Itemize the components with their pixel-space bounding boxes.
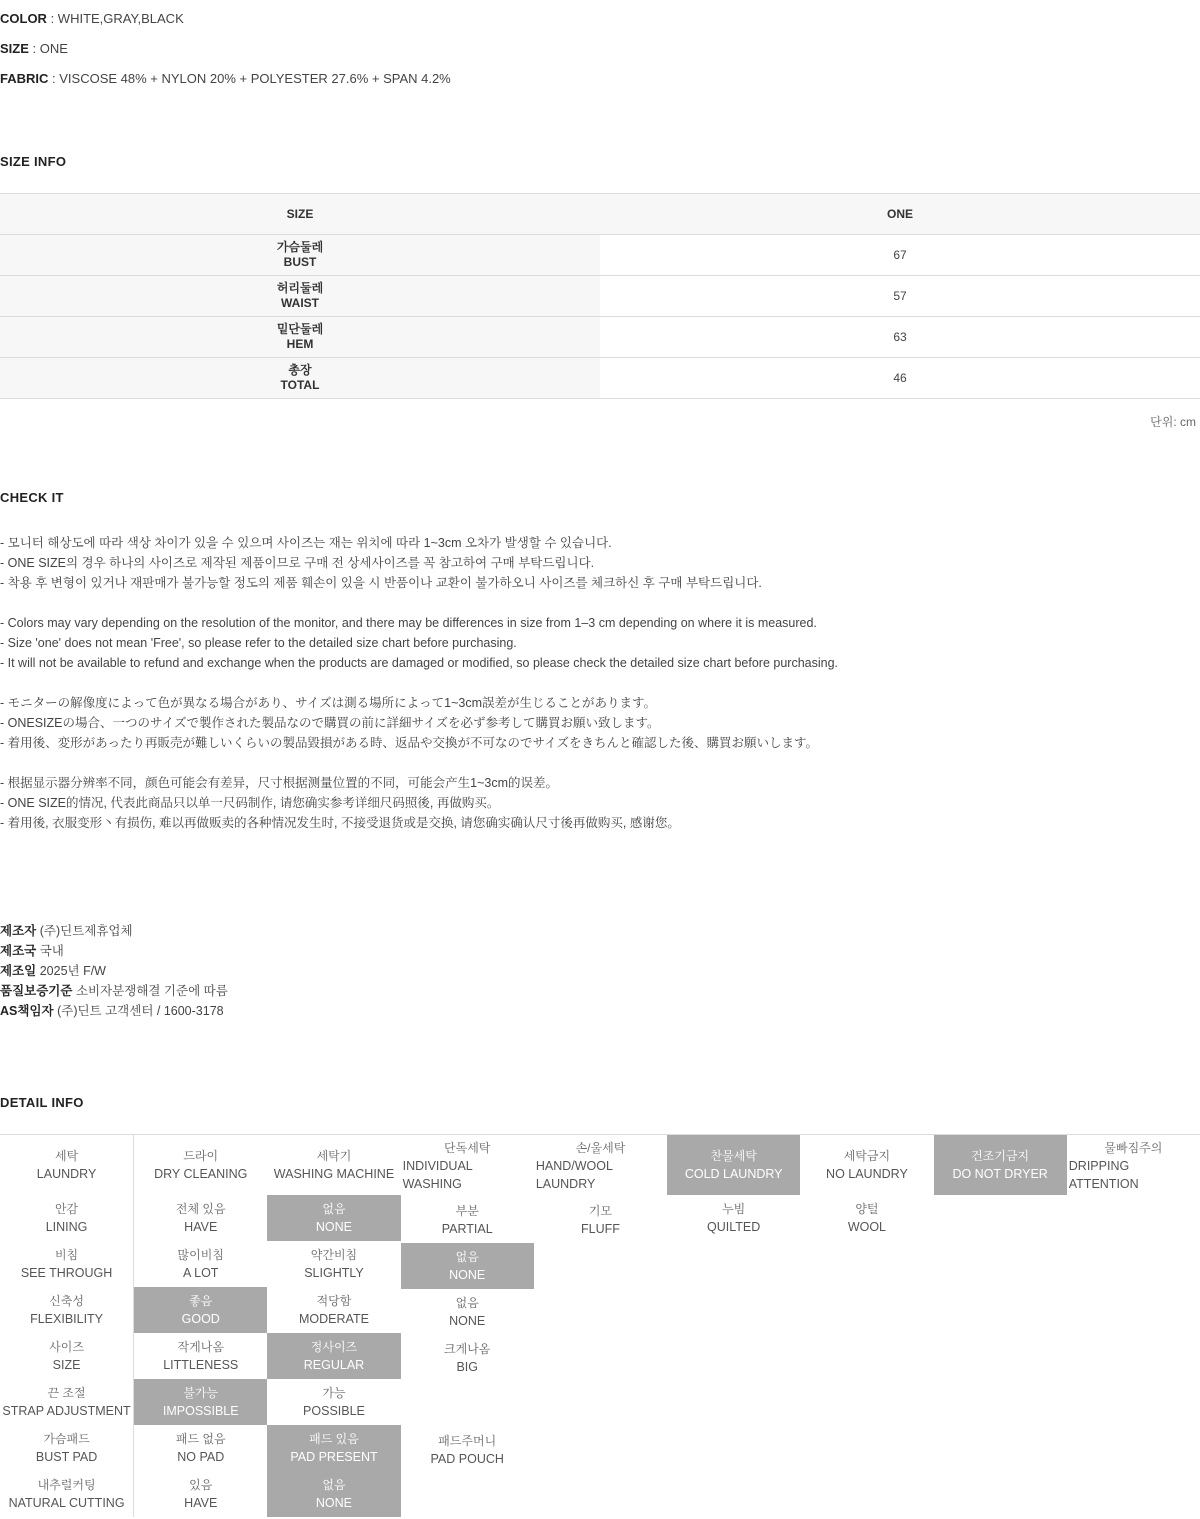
detail-option[interactable] [401,1197,534,1243]
detail-header-kr: 세탁 [54,1149,79,1163]
size-info-title: SIZE INFO [0,154,67,169]
detail-option-empty [1067,1289,1200,1335]
detail-header-kr: 드라이 [183,1149,219,1163]
maker-value: (주)딘트제휴업체 [39,924,133,938]
table-row [0,276,1200,317]
detail-option-column-6 [800,1135,933,1517]
detail-option-empty [534,1243,667,1289]
maker-label: 제조일 [0,964,37,978]
detail-option-kr: 기모 [588,1204,613,1218]
detail-option-empty [401,1473,534,1519]
detail-option-empty [934,1195,1067,1241]
detail-option-kr: 많이비침 [177,1248,224,1262]
detail-option-kr: 전체 있음 [175,1202,226,1216]
detail-row-label-size [0,1333,134,1379]
detail-header-cold-laundry[interactable] [667,1135,800,1195]
size-row-label-kr: 허리둘레 [276,281,324,295]
detail-row-label-kr: 사이즈 [49,1340,84,1354]
detail-option-kr: 패드 없음 [175,1432,226,1446]
detail-option-empty [800,1379,933,1425]
detail-option-en: HAVE [184,1220,218,1234]
detail-header-dripping-attention [1067,1135,1200,1197]
check-it-notes [0,533,1200,833]
spacer [0,505,1200,533]
detail-option-kr: 없음 [322,1478,346,1492]
detail-option-empty [667,1241,800,1287]
detail-option-empty [934,1333,1067,1379]
size-row-value-bust: 67 [600,235,1200,276]
detail-option-en: MODERATE [299,1312,369,1326]
detail-option-column-5 [667,1135,800,1517]
maker-label: AS책임자 [0,1004,54,1018]
detail-option-column-7 [934,1135,1067,1517]
size-row-value-total: 46 [600,358,1200,399]
detail-row-label-en: FLEXIBILITY [30,1312,104,1326]
detail-header-en: WASHING MACHINE [273,1167,395,1181]
detail-option-kr: 누빔 [722,1202,746,1216]
detail-row-label-kr: 신축성 [49,1294,84,1308]
detail-option-empty [800,1287,933,1333]
detail-option-kr: 작게나옴 [177,1340,224,1354]
note-blank [0,753,1200,773]
detail-header-laundry [0,1135,134,1195]
note-line: - ONE SIZE的情况, 代表此商品只以单一尺码制作, 请您确实参考详细尺码照後, 再做购买。 [0,796,500,810]
detail-option-en: PAD PRESENT [290,1450,378,1464]
spacer [0,94,1200,154]
detail-label-column [0,1135,134,1517]
detail-info-grid [0,1134,1200,1519]
detail-option-empty [1067,1427,1200,1473]
maker-row [0,921,1200,941]
detail-header-washing-machine [267,1135,400,1195]
size-row-label-en: TOTAL [280,378,320,392]
detail-option-empty [934,1425,1067,1471]
note-line: - モニターの解像度によって色が異なる場合があり、サイズは測る場所によって1~3cm誤差が生じることがあります。 [0,696,657,710]
detail-option-empty [667,1379,800,1425]
detail-header-kr: 손/울세탁 [575,1141,626,1155]
maker-row [0,1001,1200,1021]
detail-header-en: HAND/WOOL LAUNDRY [535,1159,613,1191]
detail-option-kr: 패드주머니 [438,1434,497,1448]
size-row-label-kr: 총장 [288,363,312,377]
detail-option-en: QUILTED [707,1220,761,1234]
detail-option-column-1 [134,1135,267,1517]
detail-option-empty [800,1241,933,1287]
detail-option-en: PARTIAL [441,1222,493,1236]
detail-header-kr: 세탁금지 [843,1149,891,1163]
detail-option-column-2 [267,1135,400,1517]
detail-option-en: IMPOSSIBLE [162,1404,239,1418]
size-table [0,193,1200,399]
detail-row-label-en: SEE THROUGH [20,1266,113,1280]
detail-option[interactable] [134,1333,267,1379]
maker-value: 소비자분쟁해결 기준에 따름 [75,984,228,998]
detail-option[interactable] [401,1335,534,1381]
detail-option-en: WOOL [847,1220,887,1234]
detail-row-label-natural-cutting [0,1471,134,1517]
detail-option-empty [534,1473,667,1519]
detail-option-en: HAVE [184,1496,218,1510]
note-line: - 根据显示器分辨率不同，颜色可能会有差异，尺寸根据测量位置的不同，可能会产生1~3cm的误差。 [0,776,559,790]
detail-option[interactable] [401,1427,534,1473]
detail-header-kr: 세탁기 [316,1149,352,1163]
detail-row-label-en: STRAP ADJUSTMENT [2,1404,131,1418]
detail-option-empty [667,1425,800,1471]
detail-option[interactable] [134,1425,267,1471]
spec-line-size [0,34,1200,64]
detail-option-empty [401,1381,534,1427]
detail-row-label-en: LINING [45,1220,88,1234]
spacer [0,430,1200,490]
detail-option[interactable] [134,1241,267,1287]
size-row-label-kr: 밑단둘레 [276,322,324,336]
size-row-label-en: WAIST [281,296,319,310]
table-row [0,194,1200,235]
detail-option[interactable] [134,1195,267,1241]
table-row [0,317,1200,358]
detail-option-en: LITTLENESS [163,1358,239,1372]
detail-option-selected[interactable] [267,1195,400,1241]
detail-option-en: NONE [315,1496,353,1510]
detail-option-en: NONE [315,1220,353,1234]
note-line: - Size 'one' does not mean 'Free', so please refer to the detailed size chart before purchasing. [0,636,517,650]
detail-option-en: FLUFF [581,1222,620,1236]
detail-option-kr: 약간비침 [310,1248,358,1262]
maker-row [0,941,1200,961]
detail-option-empty [534,1427,667,1473]
spec-key-size: SIZE [0,41,29,56]
detail-option-selected[interactable] [134,1287,267,1333]
size-row-label-hem [0,317,600,358]
spec-value-size: : ONE [32,41,68,56]
detail-option-kr: 좋음 [189,1294,213,1308]
size-table-header-one: ONE [600,194,1200,235]
detail-info-title: DETAIL INFO [0,1095,84,1110]
note-line: - ONESIZEの場合、一つのサイズで製作された製品なので購買の前に詳細サイズを必ず参考して購買お願い致します。 [0,716,660,730]
detail-option-empty [667,1287,800,1333]
detail-option-en: GOOD [181,1312,220,1326]
detail-option-kr: 있음 [189,1478,213,1492]
maker-value: 2025년 F/W [39,964,106,978]
spacer [0,833,1200,893]
detail-option-empty [934,1241,1067,1287]
size-row-value-waist: 57 [600,276,1200,317]
note-line: - 着用後、変形があったり再販売が難しいくらいの製品毀損がある時、返品や交換が不可なのでサイズをきちんと確認した後、購買お願いします。 [0,736,819,750]
size-row-label-waist [0,276,600,317]
detail-option-selected[interactable] [134,1379,267,1425]
detail-option-kr: 크게나옴 [444,1342,491,1356]
size-row-label-en: BUST [283,255,317,269]
maker-label: 제조국 [0,944,37,958]
note-line: - It will not be available to refund and exchange when the products are damaged or modified, so please check the detailed size chart before purchasing. [0,656,839,670]
detail-row-label-kr: 가슴패드 [43,1432,90,1446]
spec-value-color: : WHITE,GRAY,BLACK [50,11,184,26]
maker-row [0,961,1200,981]
detail-header-en: LAUNDRY [36,1167,97,1181]
detail-row-label-en: BUST PAD [35,1450,98,1464]
detail-option-empty [1067,1197,1200,1243]
detail-header-no-laundry [800,1135,933,1195]
detail-option-kr: 패드 있음 [309,1432,359,1446]
spacer [0,1081,1200,1095]
spec-key-color: COLOR [0,11,47,26]
check-it-title: CHECK IT [0,490,64,505]
detail-option-en: REGULAR [303,1358,365,1372]
detail-row-label-see-through [0,1241,134,1287]
detail-header-en: COLD LAUNDRY [684,1167,783,1181]
note-blank [0,673,1200,693]
size-row-label-en: HEM [286,337,314,351]
detail-option-empty [534,1335,667,1381]
detail-row-label-kr: 안감 [54,1202,79,1216]
detail-option[interactable] [534,1197,667,1243]
detail-row-label-kr: 끈 조절 [47,1386,86,1400]
spec-block [0,0,1200,94]
note-blank [0,593,1200,613]
detail-option[interactable] [800,1195,933,1241]
detail-option-en: POSSIBLE [303,1404,365,1418]
detail-option[interactable] [267,1287,400,1333]
detail-option[interactable] [401,1289,534,1335]
detail-row-label-kr: 내추럴커팅 [37,1478,96,1492]
note-line: - 着用後, 衣服变形丶有损伤, 难以再做贩卖的各种情况发生时, 不接受退货或是交换, 请您确实确认尺寸後再做购买, 感谢您。 [0,816,680,830]
detail-header-en: NO LAUNDRY [826,1167,908,1181]
detail-header-individual-washing [401,1135,534,1197]
detail-option-empty [1067,1243,1200,1289]
detail-header-dry-cleaning [134,1135,267,1195]
spec-line-fabric [0,64,1200,94]
detail-option-kr: 없음 [455,1250,479,1264]
detail-option-kr: 적당함 [316,1294,352,1308]
note-line: - ONE SIZE의 경우 하나의 사이즈로 제작된 제품이므로 구매 전 상세사이즈를 꼭 참고하여 구매 부탁드립니다. [0,556,595,570]
size-row-value-hem: 63 [600,317,1200,358]
detail-option-empty [934,1287,1067,1333]
detail-row-label-strap-adjustment [0,1379,134,1425]
size-row-label-total [0,358,600,399]
detail-option[interactable] [267,1379,400,1425]
detail-option-selected[interactable] [267,1471,400,1517]
detail-option-en: NO PAD [177,1450,225,1464]
maker-value: (주)딘트 고객센터 / 1600-3178 [57,1004,224,1018]
detail-option-en: A LOT [183,1266,219,1280]
detail-option-empty [800,1425,933,1471]
table-row [0,235,1200,276]
note-line: - Colors may vary depending on the resolution of the monitor, and there may be differences in size from 1–3 cm depending on where it is measured. [0,616,817,630]
detail-row-label-flexibility [0,1287,134,1333]
detail-option-empty [934,1379,1067,1425]
detail-option[interactable] [667,1195,800,1241]
detail-header-en: DO NOT DRYER [952,1167,1048,1181]
detail-header-kr: 건조기금지 [971,1149,1030,1163]
detail-option-empty [667,1333,800,1379]
maker-label: 제조자 [0,924,37,938]
detail-row-label-bust-pad [0,1425,134,1471]
detail-header-do-not-dryer[interactable] [934,1135,1067,1195]
detail-option-kr: 불가능 [183,1386,219,1400]
detail-option-kr: 가능 [322,1386,346,1400]
detail-option-empty [1067,1335,1200,1381]
spacer [0,893,1200,921]
detail-option-selected[interactable] [267,1333,400,1379]
detail-option-empty [800,1333,933,1379]
detail-option-selected[interactable] [401,1243,534,1289]
table-row [0,358,1200,399]
detail-option[interactable] [134,1471,267,1517]
detail-option-kr: 없음 [455,1296,479,1310]
detail-option-kr: 양털 [855,1202,879,1216]
detail-header-en: DRIPPING ATTENTION [1068,1159,1139,1191]
maker-info [0,921,1200,1021]
detail-option-column-3 [401,1135,534,1519]
size-row-label-kr: 가슴둘레 [276,240,324,254]
spec-key-fabric: FABRIC [0,71,49,86]
detail-option-empty [1067,1381,1200,1427]
detail-option-en: SLIGHTLY [304,1266,364,1280]
detail-row-label-en: NATURAL CUTTING [8,1496,125,1510]
spec-line-color [0,4,1200,34]
note-line: - 모니터 해상도에 따라 색상 차이가 있을 수 있으며 사이즈는 재는 위치에 따라 1~3cm 오차가 발생할 수 있습니다. [0,536,612,550]
detail-header-en: DRY CLEANING [154,1167,248,1181]
detail-option-en: NONE [449,1268,486,1282]
detail-option-empty [934,1471,1067,1517]
detail-option-en: BIG [456,1360,478,1374]
detail-option-empty [667,1471,800,1517]
detail-option-en: PAD POUCH [430,1452,504,1466]
detail-header-hand-wool-laundry [534,1135,667,1197]
spec-value-fabric: : VISCOSE 48% + NYLON 20% + POLYESTER 27.6% + SPAN 4.2% [52,71,451,86]
detail-option-kr: 없음 [322,1202,346,1216]
detail-option[interactable] [267,1241,400,1287]
size-unit-note: 단위: cm [1150,415,1196,429]
size-row-label-bust [0,235,600,276]
detail-header-en: INDIVIDUAL WASHING [402,1159,473,1191]
detail-row-label-en: SIZE [52,1358,81,1372]
detail-header-kr: 단독세탁 [444,1141,491,1155]
maker-label: 품질보증기준 [0,984,73,998]
detail-option-empty [534,1381,667,1427]
detail-option-column-4 [534,1135,667,1519]
note-line: - 착용 후 변형이 있거나 재판매가 불가능할 정도의 제품 훼손이 있을 시 반품이나 교환이 불가하오니 사이즈를 체크하신 후 구매 부탁드립니다. [0,576,762,590]
detail-header-kr: 물빠짐주의 [1104,1141,1163,1155]
detail-row-label-kr: 비침 [54,1248,79,1262]
detail-row-label-lining [0,1195,134,1241]
detail-option-empty [800,1471,933,1517]
detail-header-kr: 찬물세탁 [710,1149,757,1163]
maker-row [0,981,1200,1001]
size-table-head [0,194,1200,235]
detail-option-empty [534,1289,667,1335]
size-table-header-size: SIZE [0,194,600,235]
spacer [0,1021,1200,1081]
detail-option-selected[interactable] [267,1425,400,1471]
detail-option-empty [1067,1473,1200,1519]
maker-value: 국내 [39,944,64,958]
detail-option-en: NONE [449,1314,486,1328]
detail-option-kr: 부분 [455,1204,479,1218]
detail-option-column-8 [1067,1135,1200,1519]
detail-option-kr: 정사이즈 [310,1340,358,1354]
size-table-body [0,235,1200,399]
